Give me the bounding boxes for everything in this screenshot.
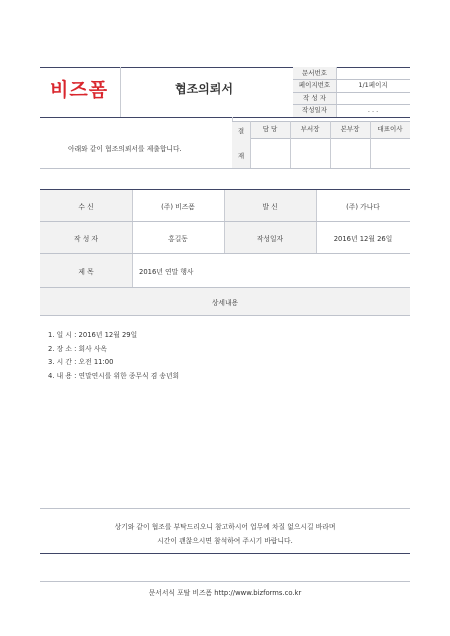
subject-value: 2016년 연말 행사 bbox=[139, 268, 194, 276]
closing-line: 시간이 괜찮으시면 참석하여 주시기 바랍니다. bbox=[157, 537, 293, 545]
approval-side-bottom: 재 bbox=[237, 152, 245, 160]
divider bbox=[120, 67, 121, 117]
closing-line: 상기와 같이 협조를 부탁드리오니 참고하시어 업무에 차질 없으시길 바라며 bbox=[114, 523, 336, 531]
rule bbox=[40, 221, 410, 222]
meta-value-page-number: 1/1페이지 bbox=[358, 81, 388, 89]
details-heading: 상세내용 bbox=[211, 299, 239, 307]
company-logo: 비즈폼 bbox=[50, 79, 109, 101]
date-value: 2016년 12월 26일 bbox=[333, 235, 393, 243]
list-item: 3. 시 간 : 오전 11:00 bbox=[48, 358, 114, 366]
recipient-label: 수 신 bbox=[78, 203, 94, 211]
rule bbox=[40, 287, 410, 288]
meta-label-page-number: 페이지번호 bbox=[298, 81, 331, 89]
list-item: 2. 장 소 : 회사 사옥 bbox=[48, 344, 107, 353]
rule bbox=[40, 508, 410, 509]
sender-value: (주) 가나다 bbox=[346, 203, 380, 211]
closing-bottom-rule bbox=[40, 553, 410, 554]
rule bbox=[40, 168, 410, 169]
approval-box bbox=[232, 121, 410, 168]
subject-label: 제 목 bbox=[78, 268, 94, 276]
rule bbox=[40, 253, 410, 254]
details-list bbox=[48, 329, 179, 383]
recipient-value: (주) 비즈폼 bbox=[161, 203, 195, 211]
footer-rule bbox=[40, 581, 410, 582]
rule bbox=[40, 315, 410, 316]
date-label: 작성일자 bbox=[256, 235, 284, 243]
meta-value-date: . . . bbox=[367, 106, 379, 114]
meta-label-author: 작 성 자 bbox=[303, 94, 326, 102]
header-bottom-rule bbox=[40, 117, 410, 118]
approval-header-ceo: 대표이사 bbox=[377, 125, 403, 133]
author-value: 홍길동 bbox=[168, 235, 188, 243]
approval-header-division-head: 본부장 bbox=[340, 125, 360, 133]
sender-label: 발 신 bbox=[262, 203, 278, 211]
author-label: 작 성 자 bbox=[73, 235, 99, 243]
approval-side-top: 결 bbox=[237, 127, 245, 135]
approval-header-dept-head: 부서장 bbox=[300, 125, 320, 133]
meta-table bbox=[293, 67, 410, 117]
approval-header-staff: 담 당 bbox=[262, 125, 278, 133]
footer-text: 문서서식 포탈 비즈폼 http://www.bizforms.co.kr bbox=[148, 589, 302, 597]
intro-text: 아래와 같이 협조의뢰서를 제출합니다. bbox=[68, 145, 182, 153]
meta-label-date: 작성일자 bbox=[301, 106, 328, 114]
list-item: 1. 일 시 : 2016년 12월 29일 bbox=[48, 331, 138, 339]
list-item: 4. 내 용 : 연말연시를 위한 종무식 겸 송년회 bbox=[48, 371, 180, 380]
meta-label-doc-number: 문서번호 bbox=[301, 69, 328, 77]
document-title: 협조의뢰서 bbox=[175, 82, 233, 96]
closing-text bbox=[40, 520, 410, 548]
